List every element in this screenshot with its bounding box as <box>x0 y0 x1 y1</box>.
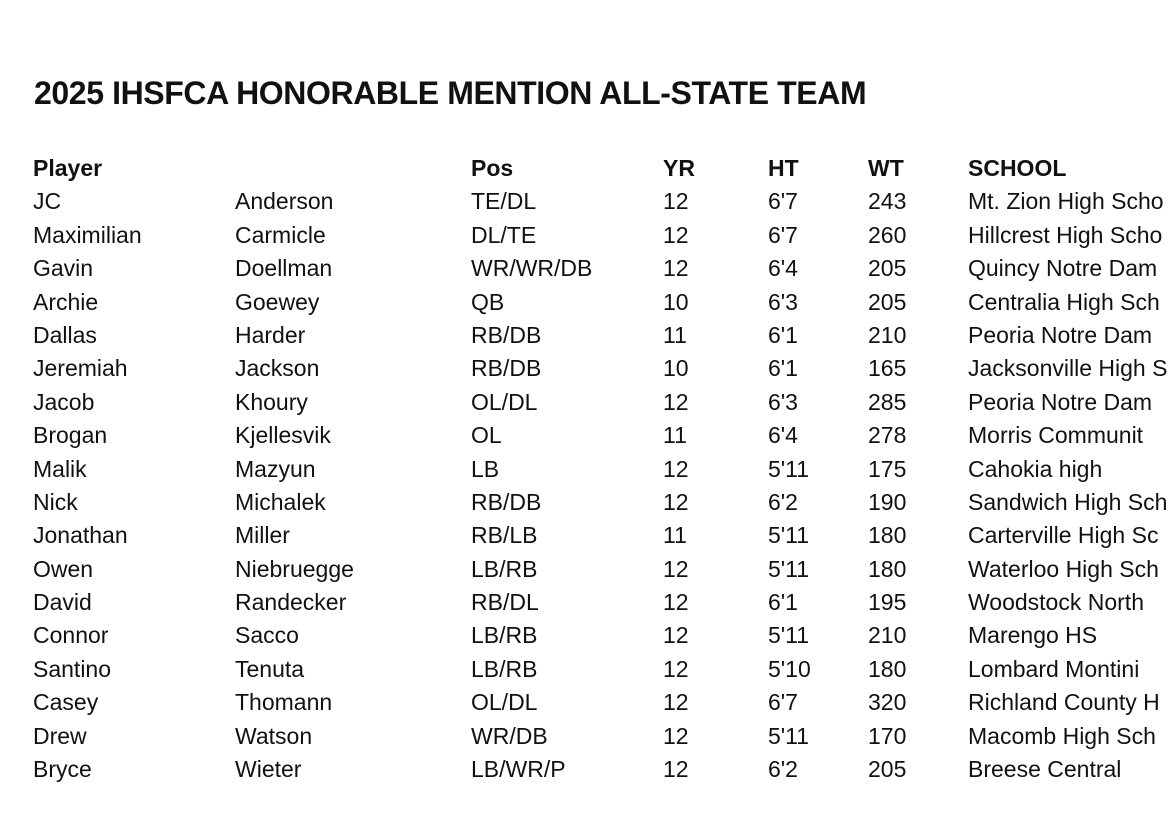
player-height: 6'3 <box>768 388 798 415</box>
player-year: 12 <box>663 756 689 783</box>
player-position: LB/RB <box>471 555 538 582</box>
player-last-name: Wieter <box>235 756 302 783</box>
player-year: 12 <box>663 689 689 716</box>
player-school: Richland County H <box>968 689 1160 716</box>
table-row <box>0 586 1170 619</box>
player-first-name: Nick <box>33 488 78 515</box>
player-school: Marengo HS <box>968 622 1098 649</box>
table-header-row <box>0 152 1170 185</box>
table-row <box>0 486 1170 519</box>
player-weight: 170 <box>868 722 907 749</box>
player-first-name: Dallas <box>33 321 97 348</box>
player-school: Quincy Notre Dam <box>968 255 1158 282</box>
table-row <box>0 553 1170 586</box>
player-last-name: Watson <box>235 722 313 749</box>
player-last-name: Niebruegge <box>235 555 354 582</box>
player-last-name: Doellman <box>235 255 333 282</box>
player-last-name: Randecker <box>235 589 347 616</box>
player-position: DL/TE <box>471 221 537 248</box>
player-year: 11 <box>663 522 687 549</box>
player-school: Hillcrest High Scho <box>968 221 1163 248</box>
player-position: RB/DL <box>471 589 539 616</box>
player-year: 12 <box>663 589 689 616</box>
player-school: Macomb High Sch <box>968 722 1156 749</box>
player-last-name: Carmicle <box>235 221 326 248</box>
player-first-name: Malik <box>33 455 87 482</box>
player-last-name: Goewey <box>235 288 320 315</box>
player-height: 6'7 <box>768 188 798 215</box>
player-weight: 205 <box>868 288 907 315</box>
player-school: Centralia High Sch <box>968 288 1160 315</box>
player-height: 5'11 <box>768 622 810 649</box>
player-school: Mt. Zion High Scho <box>968 188 1164 215</box>
player-school: Jacksonville High S <box>968 355 1168 382</box>
table-row <box>0 753 1170 786</box>
player-first-name: Jacob <box>33 388 95 415</box>
player-position: OL/DL <box>471 689 538 716</box>
player-first-name: David <box>33 589 92 616</box>
player-year: 12 <box>663 221 689 248</box>
player-height: 6'2 <box>768 756 798 783</box>
player-first-name: Casey <box>33 689 99 716</box>
table-row <box>0 453 1170 486</box>
player-school: Lombard Montini <box>968 655 1140 682</box>
table-row <box>0 653 1170 686</box>
player-height: 6'4 <box>768 422 798 449</box>
player-year: 12 <box>663 255 689 282</box>
player-height: 5'11 <box>768 455 810 482</box>
player-position: QB <box>471 288 505 315</box>
player-last-name: Khoury <box>235 388 308 415</box>
player-year: 12 <box>663 488 689 515</box>
player-position: LB/WR/P <box>471 756 566 783</box>
table-row <box>0 419 1170 452</box>
roster-body <box>0 185 1170 786</box>
player-position: TE/DL <box>471 188 537 215</box>
player-year: 12 <box>663 655 689 682</box>
player-school: Peoria Notre Dam <box>968 388 1153 415</box>
player-year: 12 <box>663 555 689 582</box>
player-weight: 175 <box>868 455 907 482</box>
player-first-name: JC <box>33 188 62 215</box>
player-weight: 195 <box>868 589 907 616</box>
player-height: 5'10 <box>768 655 811 682</box>
player-first-name: Santino <box>33 655 112 682</box>
player-height: 6'1 <box>768 321 798 348</box>
player-school: Breese Central <box>968 756 1122 783</box>
player-last-name: Jackson <box>235 355 320 382</box>
player-first-name: Jeremiah <box>33 355 128 382</box>
player-school: Morris Communit <box>968 422 1144 449</box>
player-first-name: Bryce <box>33 756 92 783</box>
player-position: RB/DB <box>471 355 542 382</box>
table-row <box>0 619 1170 652</box>
player-last-name: Sacco <box>235 622 299 649</box>
table-row <box>0 185 1170 218</box>
player-first-name: Maximilian <box>33 221 142 248</box>
player-first-name: Drew <box>33 722 87 749</box>
table-row <box>0 319 1170 352</box>
player-height: 6'7 <box>768 689 798 716</box>
player-last-name: Kjellesvik <box>235 422 331 449</box>
player-position: LB/RB <box>471 622 538 649</box>
player-weight: 210 <box>868 321 907 348</box>
player-last-name: Thomann <box>235 689 333 716</box>
player-school: Peoria Notre Dam <box>968 321 1153 348</box>
table-row <box>0 219 1170 252</box>
player-school: Sandwich High Sch <box>968 488 1168 515</box>
player-height: 5'11 <box>768 555 810 582</box>
table-row <box>0 519 1170 552</box>
player-position: WR/DB <box>471 722 548 749</box>
player-last-name: Michalek <box>235 488 326 515</box>
player-first-name: Owen <box>33 555 94 582</box>
roster-table <box>0 152 1170 786</box>
player-weight: 165 <box>868 355 907 382</box>
table-row <box>0 286 1170 319</box>
table-row <box>0 252 1170 285</box>
player-weight: 278 <box>868 422 907 449</box>
player-height: 6'3 <box>768 288 798 315</box>
player-position: OL <box>471 422 502 449</box>
column-header-school: SCHOOL <box>968 155 1067 181</box>
player-weight: 205 <box>868 756 907 783</box>
player-height: 6'7 <box>768 221 798 248</box>
player-year: 12 <box>663 722 689 749</box>
column-header-ht: HT <box>768 155 799 181</box>
player-height: 5'11 <box>768 522 810 549</box>
player-last-name: Anderson <box>235 188 334 215</box>
player-last-name: Harder <box>235 321 306 348</box>
player-weight: 180 <box>868 522 907 549</box>
player-height: 6'4 <box>768 255 798 282</box>
table-row <box>0 352 1170 385</box>
column-header-yr: YR <box>663 155 695 181</box>
player-year: 10 <box>663 288 689 315</box>
player-weight: 260 <box>868 221 907 248</box>
player-year: 11 <box>663 422 687 449</box>
player-weight: 320 <box>868 689 907 716</box>
player-year: 11 <box>663 321 687 348</box>
player-year: 12 <box>663 188 689 215</box>
player-year: 12 <box>663 388 689 415</box>
document-title: 2025 IHSFCA HONORABLE MENTION ALL-STATE TEAM <box>34 75 867 111</box>
player-height: 6'2 <box>768 488 798 515</box>
player-school: Waterloo High Sch <box>968 555 1159 582</box>
player-first-name: Gavin <box>33 255 94 282</box>
player-position: RB/LB <box>471 522 538 549</box>
player-first-name: Archie <box>33 288 99 315</box>
player-height: 6'1 <box>768 355 798 382</box>
player-last-name: Tenuta <box>235 655 305 682</box>
player-school: Cahokia high <box>968 455 1103 482</box>
player-weight: 243 <box>868 188 907 215</box>
player-year: 12 <box>663 622 689 649</box>
player-position: RB/DB <box>471 321 542 348</box>
column-header-wt: WT <box>868 155 904 181</box>
player-position: WR/WR/DB <box>471 255 593 282</box>
player-school: Carterville High Sc <box>968 522 1159 549</box>
player-year: 10 <box>663 355 689 382</box>
player-weight: 180 <box>868 655 907 682</box>
player-position: LB <box>471 455 500 482</box>
player-year: 12 <box>663 455 689 482</box>
player-position: RB/DB <box>471 488 542 515</box>
player-position: LB/RB <box>471 655 538 682</box>
player-last-name: Miller <box>235 522 290 549</box>
player-weight: 210 <box>868 622 907 649</box>
player-first-name: Connor <box>33 622 109 649</box>
player-first-name: Brogan <box>33 422 108 449</box>
player-weight: 285 <box>868 388 907 415</box>
column-header-pos: Pos <box>471 155 514 181</box>
table-row <box>0 686 1170 719</box>
player-last-name: Mazyun <box>235 455 316 482</box>
player-weight: 205 <box>868 255 907 282</box>
player-weight: 190 <box>868 488 907 515</box>
player-height: 6'1 <box>768 589 798 616</box>
player-position: OL/DL <box>471 388 538 415</box>
player-weight: 180 <box>868 555 907 582</box>
player-height: 5'11 <box>768 722 810 749</box>
player-school: Woodstock North <box>968 589 1144 616</box>
player-first-name: Jonathan <box>33 522 128 549</box>
table-row <box>0 720 1170 753</box>
table-row <box>0 386 1170 419</box>
column-header-player: Player <box>33 155 103 181</box>
